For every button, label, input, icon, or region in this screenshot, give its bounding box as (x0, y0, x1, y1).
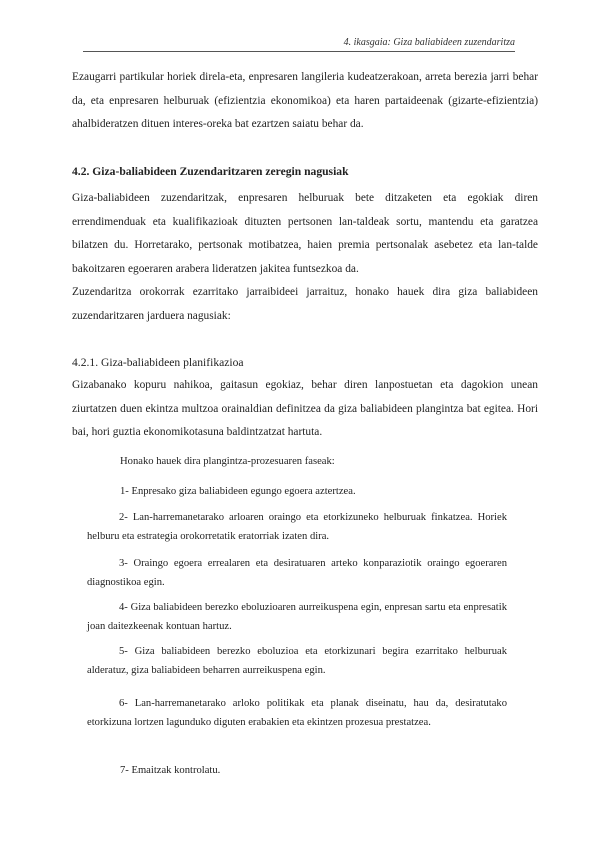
section-4-2-heading: 4.2. Giza-baliabideen Zuzendaritzaren zeregin nagusiak (72, 165, 349, 178)
header-rule (83, 51, 515, 52)
section-4-2-paragraph-2: Zuzendaritza orokorrak ezarritako jarraibideei jarraituz, honako hauek dira giza baliabideen zuzendaritzaren jarduera nagusiak: (72, 286, 538, 322)
intro-paragraph: Ezaugarri partikular horiek direla-eta, enpresaren langileria kudeatzerakoan, arreta berezia jarri behar da, eta enpresaren helburuak (efizientzia ekonomikoa) eta haren partaideenak (gizarte-efizientzia) ahalbideratzen dituen interes-oreka bat ezartzen saiatu behar da. (72, 71, 538, 130)
phase-item: 5- Giza baliabideen berezko eboluzioa eta etorkizunari begira ezarritako helburuak alderatuz, giza baliabideen beharren aurreikuspena egin. (87, 646, 507, 676)
section-4-2-1-paragraph: Gizabanako kopuru nahikoa, gaitasun egokiaz, behar diren lanpostuetan eta dagokion unean ziurtatzen duen ekintza multzoa orainaldian definitzea da giza baliabideen plangintza bat egitea. Hori bai, hori guztia ekonomikotasuna baldintzatzat hartuta. (72, 379, 538, 438)
phase-item: 3- Oraingo egoera errealaren eta desiratuaren arteko konparaziotik oraingo egoeraren diagnostikoa egin. (87, 558, 507, 588)
phase-item: 4- Giza baliabideen berezko eboluzioaren aurreikuspena egin, enpresan sartu eta enpresatik joan daitezkeenak kontuan hartuz. (87, 602, 507, 632)
running-header: 4. ikasgaia: Giza baliabideen zuzendaritza (343, 37, 515, 48)
section-4-2-paragraph-1: Giza-baliabideen zuzendaritzak, enpresaren helburuak bete ditzaketen eta egokiak diren errendimenduak eta kualifikazioak dituzten pertsonen lan-taldeak sortu, mantendu eta garatzea bilatzen du. Horretarako, pertsonak motibatzea, haien premia pertsonalak asebetez eta lan-talde bakoitzaren egoeraren arabera lideratzen jakitea funtsezkoa da. (72, 192, 538, 275)
phase-item: 1- Enpresako giza baliabideen egungo egoera aztertzea. (120, 486, 356, 497)
phase-item: 7- Emaitzak kontrolatu. (120, 765, 221, 776)
section-4-2-1-heading: 4.2.1. Giza-baliabideen planifikazioa (72, 356, 244, 369)
phase-item: 6- Lan-harremanetarako arloko politikak eta planak diseinatu, hau da, desiratutako etorkizuna lortzen lagunduko diguten erabakien eta ekintzen prozesua prestatzea. (87, 698, 507, 728)
phases-intro: Honako hauek dira plangintza-prozesuaren faseak: (120, 456, 335, 467)
phase-item: 2- Lan-harremanetarako arloaren oraingo eta etorkizuneko helburuak finkatzea. Horiek helburu eta estrategia orokorretatik eratorriak izaten dira. (87, 512, 507, 542)
